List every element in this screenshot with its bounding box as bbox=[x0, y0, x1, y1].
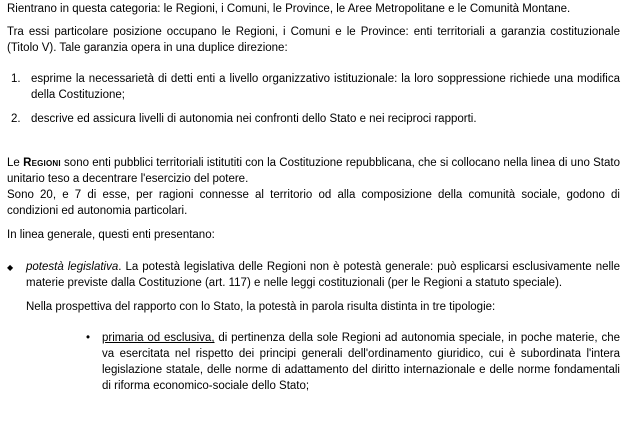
text-run: sono enti pubblici territoriali istitutiti con la Costituzione repubblicana, che si collocano nella linea di uno Stato unitario teso a decentrare l'esercizio del potere. bbox=[7, 157, 620, 185]
round-bullet-text bbox=[102, 330, 620, 394]
round-bullet-icon: • bbox=[86, 332, 91, 344]
numbered-item-2 bbox=[7, 111, 620, 127]
list-number-2: 2. bbox=[11, 113, 21, 125]
list-number-1: 1. bbox=[11, 73, 21, 85]
paragraph-garanzia-costituzionale: Tra essi particolare posizione occupano le Regioni, i Comuni e le Province: enti territoriali a garanzia costituzionale (Titolo V). Tale garanzia opera in una duplice direzione: bbox=[7, 26, 620, 54]
text-run: . La potestà legislativa delle Regioni non è potestà generale: può esplicarsi esclusivamente nelle materie previste dalla Costituzione (art. 117) e nelle leggi costituzionali (per le Regioni a statuto speciale). bbox=[26, 261, 620, 289]
paragraph-categoria: Rientrano in questa categoria: le Regioni, i Comuni, le Province, le Aree Metropolitane e le Comunità Montane. bbox=[7, 3, 571, 15]
regioni-smallcaps-emphasis: Regioni bbox=[23, 157, 61, 169]
paragraph-regioni-definizione bbox=[7, 155, 620, 187]
text-run: di pertinenza della sole Regioni ad autonomia speciale, in poche materie, che va esercitata nel rispetto dei principi generali dell'ordinamento giuridico, cui è subordinata l'intera legislazione statale, delle norme di adattamento del diritto internazionale e delle norme fondamentali di riforma economico-sociale dello Stato; bbox=[102, 332, 620, 392]
diamond-bullet-item bbox=[7, 259, 620, 291]
numbered-item-1 bbox=[7, 71, 620, 103]
round-bullet-item bbox=[84, 330, 620, 394]
text-run-italic: potestà legislativa bbox=[26, 261, 119, 273]
text-run: Le bbox=[7, 157, 24, 169]
diamond-bullet-icon: ◆ bbox=[7, 263, 14, 272]
list-item-2-text: descrive ed assicura livelli di autonomia nei confronti dello Stato e nei reciproci rapporti. bbox=[31, 113, 477, 125]
list-item-1-text: esprime la necessarietà di detti enti a livello organizzativo istituzionale: la loro soppressione richiede una modifica della Costituzione; bbox=[31, 73, 620, 101]
diamond-bullet-text bbox=[26, 259, 620, 291]
text-run-underline: primaria od esclusiva, bbox=[102, 332, 215, 344]
paragraph-prospettiva-stato: Nella prospettiva del rapporto con lo Stato, la potestà in parola risulta distinta in tre tipologie: bbox=[26, 301, 496, 313]
paragraph-in-linea-generale: In linea generale, questi enti presentano: bbox=[7, 229, 215, 241]
paragraph-sono-venti: Sono 20, e 7 di esse, per ragioni connesse al territorio od alla composizione della comunità sociale, godono di condizioni ed autonomia particolari. bbox=[7, 189, 620, 217]
